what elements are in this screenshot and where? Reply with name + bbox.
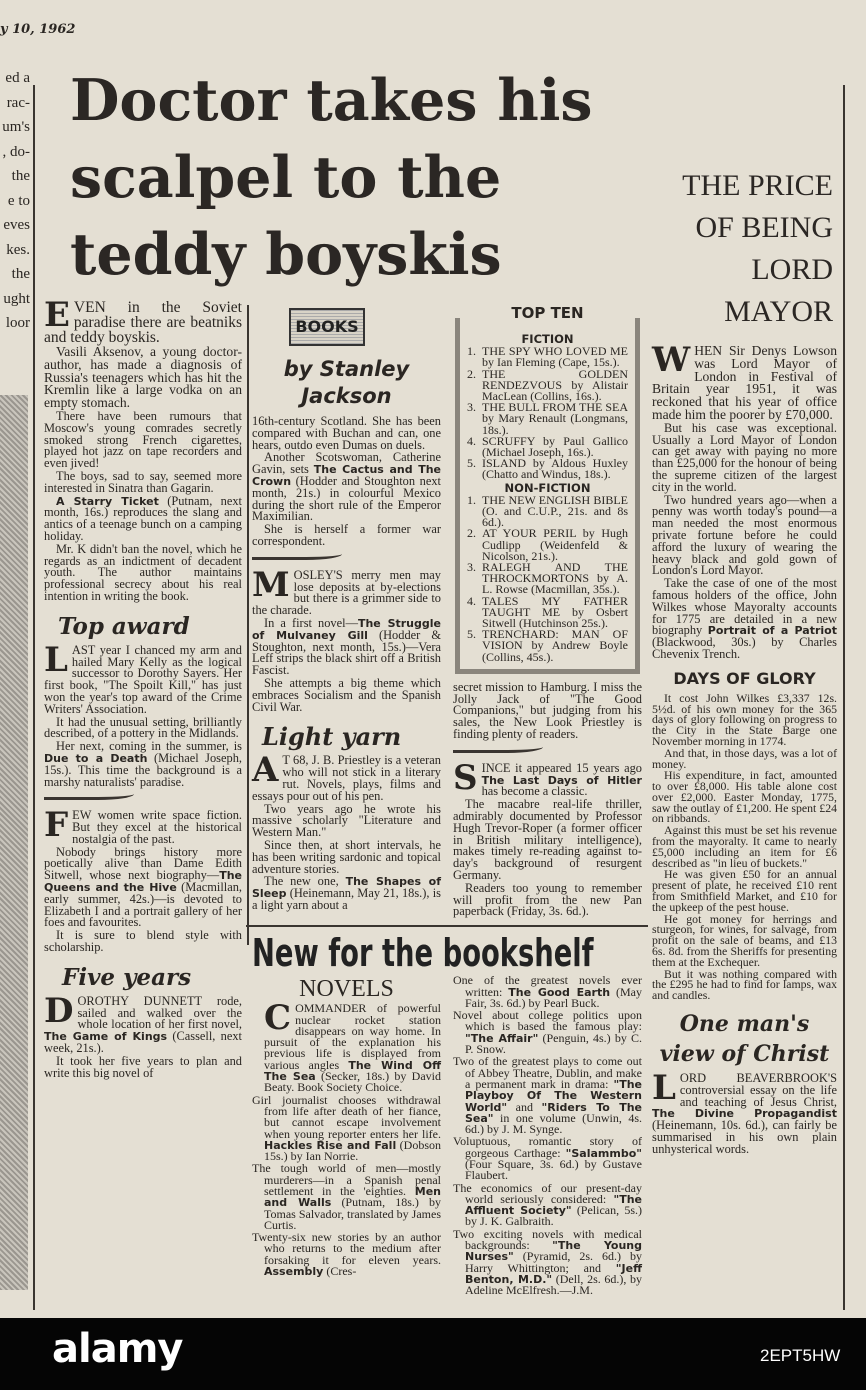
drop-cap: W: [652, 340, 691, 380]
drop-cap: E: [44, 295, 70, 335]
fragment-line: , do-: [2, 143, 30, 160]
paragraph: [252, 564, 441, 618]
text-run: There have been rumours that Moscow's young comrades secretly smoked strong French cigarettes, played hot jazz on tape recorders and even jived!: [44, 408, 242, 471]
section-heading-christ: One man's view of Christ: [659, 1011, 830, 1068]
text-run: But it was nothing compared with the £295 he had to find for lamps, wax and candles.: [652, 966, 837, 1003]
text-run: He got money for herrings and sturgeon, for wines, for salvage, from profit on the sale of beams, and £13 6s. 8d. from the Sheriffs for presenting them at the Exchequer.: [652, 911, 837, 969]
paragraph: [652, 825, 837, 868]
book-title: Portrait of a Patriot: [707, 624, 837, 638]
text-run: (Dell, 2s. 6d.), by Adeline McElfresh.—J.M.: [465, 1271, 643, 1298]
text-run: (Four Square, 3s. 6d.) by Gustave Flaubert.: [465, 1156, 642, 1183]
paragraph: [652, 911, 837, 969]
paragraph: [652, 340, 837, 422]
entry-text: RALEGH AND THE THROCKMORTONS by A. L. Rowse (Macmillan, 35s.).: [482, 560, 628, 597]
paragraph: [453, 679, 642, 742]
text-run: Her next, coming in the summer, is: [56, 739, 242, 754]
text-run: Two exciting novels with medical backgrounds:: [453, 1226, 642, 1253]
issue-date: y 10, 1962: [0, 22, 76, 37]
paragraph: [252, 998, 441, 1095]
rank: 1.: [467, 492, 476, 507]
paragraph: [252, 1232, 441, 1277]
book-title: The Good Earth: [508, 985, 611, 999]
paragraph: [252, 837, 441, 876]
top-ten-entry: [467, 528, 628, 562]
text-run: Take the case of one of the most famous holders of the office, John Wilkes whose Mayoralty accounts for 1775 are detailed in a new biography: [652, 576, 837, 638]
column-2-articles: [252, 308, 441, 919]
text-run: She is herself a former war correspondent.: [252, 522, 441, 548]
drop-cap: F: [44, 805, 69, 846]
article-days-of-glory: [652, 690, 837, 1003]
text-run: Two years ago he wrote his massive scholarly "Literature and Western Man.": [252, 801, 441, 840]
fragment-line: loor: [5, 315, 30, 331]
book-title: The Queens and the Hive: [44, 869, 242, 895]
book-title: "Jeff Benton, M.D.": [465, 1261, 642, 1286]
book-title: "The Playboy Of The Western World": [465, 1077, 642, 1114]
text-run: Another Scotswoman, Catherine Gavin, sets: [252, 450, 441, 477]
middle-region: [252, 304, 643, 1298]
text-run: VEN in the Soviet paradise there are beatniks and teddy boyskis.: [44, 299, 242, 346]
rank: 5.: [467, 627, 476, 642]
text-run: Against this must be set his revenue from the mayoralty. It came to nearly £5,000 including an item for £6 described as "in lieu of buckets.": [652, 823, 837, 870]
text-run: (Hodder and Stoughton next month, 21s.) in colourful Mexico during the short rule of the Emperor Maximilian.: [252, 473, 441, 524]
paragraph: [652, 1068, 837, 1156]
book-title: The Last Days of Hitler: [481, 773, 642, 787]
paragraph: [44, 346, 242, 410]
paragraph: [44, 541, 242, 603]
book-title: "Riders To The Sea": [465, 1100, 642, 1125]
paragraph: [652, 770, 837, 824]
entry-text: TRENCHARD: MAN OF VISION by Andrew Boyle (Collins, 45s.).: [482, 627, 628, 664]
drop-cap: M: [252, 564, 290, 605]
text-run: He was given £50 for an annual present of plate, he received £10 rent from Smithfield Market, and £10 for the upkeep of the pest house.: [652, 867, 837, 914]
text-run: His expenditure, in fact, amounted to over £8,000. His table alone cost over £2,000. Easter Monday, 1775, saw the outlay of £1,200. He spent £24 on ribbands.: [652, 768, 837, 826]
rank: 2.: [467, 526, 476, 541]
paragraph: [453, 1010, 642, 1055]
paragraph: [252, 675, 441, 714]
rank: 4.: [467, 593, 476, 608]
fiction-label: FICTION: [521, 332, 574, 346]
paragraph: [652, 690, 837, 748]
text-run: But his case was exceptional. Usually a Lord Mayor of London can get away with paying no more than £25,000 for the honour of being the supreme citizen of the largest city in the world.: [652, 420, 837, 494]
rank: 5.: [467, 456, 476, 471]
fragment-line: e to: [7, 192, 30, 209]
book-title: The Struggle of Mulvaney Gill: [252, 616, 441, 642]
image-id: 2EPT5HW: [760, 1346, 841, 1365]
right-column: [652, 340, 837, 1157]
side-headline: THE PRICE OF BEING LORD MAYOR: [682, 169, 833, 328]
section-heading-days-of-glory: DAYS OF GLORY: [673, 668, 816, 688]
text-run: (Dobson 15s.) by Ian Norrie.: [264, 1137, 441, 1164]
novels-list-right: [453, 975, 642, 1297]
byline: by Stanley Jackson: [283, 357, 410, 408]
text-run: OSLEY'S merry men may lose deposits at by-elections but there is a grimmer side to the charade.: [252, 567, 441, 618]
top-ten-entry: [467, 366, 628, 404]
paragraph: [252, 615, 441, 678]
paragraph: [453, 975, 642, 1009]
paragraph: [44, 468, 242, 495]
paragraph: [252, 876, 441, 911]
section-heading-light-yarn: Light yarn: [262, 722, 402, 752]
text-run: It cost John Wilkes £3,337 12s. 5½d. of his own money for the 365 days of glory following on progress to the City in the State Barge one November morning in 1774.: [652, 690, 837, 748]
text-run: Two hundred years ago—when a penny was worth today's pound—a man needed the most enormous private fortune before he could afford the luxury of wearing the heavy black and gold gown of London's Lord Mayor.: [652, 492, 837, 578]
text-run: In a first novel—: [264, 615, 358, 630]
rank: 3.: [467, 400, 476, 415]
paragraph: [44, 493, 242, 543]
book-title: The Shapes of Sleep: [252, 875, 441, 901]
divider-squiggle: [453, 747, 543, 753]
text-run: has become a classic.: [481, 784, 588, 799]
text-run: It is sure to blend style with scholarship.: [44, 928, 242, 955]
paragraph: [44, 805, 242, 846]
section-heading-top-award: Top award: [58, 612, 190, 640]
paragraph: [652, 966, 837, 1003]
text-run: 16th-century Scotland. She has been compared with Buchan and can, one hears, outdo even Dumas on duels.: [252, 414, 441, 452]
entry-text: THE SPY WHO LOVED ME by Ian Fleming (Cape, 15s.).: [482, 344, 628, 370]
paragraph: [453, 757, 642, 799]
paragraph: [453, 1226, 643, 1298]
text-run: The economics of our present-day world seriously considered:: [453, 1180, 642, 1206]
paragraph: [252, 1092, 441, 1164]
text-run: Since then, at short intervals, he has been writing sardonic and topical adventure stories.: [252, 837, 441, 876]
text-run: (Heinemann, 10s. 6d.), can fairly be summarised in his own plain unhysterical words.: [652, 1118, 837, 1156]
top-ten-entry: [467, 593, 628, 631]
top-ten-entry: [467, 562, 628, 596]
book-title: Men and Walls: [264, 1184, 441, 1210]
entry-text: THE BULL FROM THE SEA by Mary Renault (Longmans, 18s.).: [482, 400, 629, 437]
text-run: (Blackwood, 30s.) by Charles Chevenix Trench.: [652, 635, 837, 661]
text-run: The new one,: [264, 874, 346, 889]
text-run: (Michael Joseph, 15s.). This time the background is a marshy naturalists' paradise.: [44, 750, 242, 789]
novels-subheading: NOVELS: [299, 976, 394, 1003]
text-run: Twenty-six new stories by an author who returns to the medium after forsaking it for eleven years.: [252, 1230, 441, 1267]
text-run: (May Fair, 3s. 6d.) by Pearl Buck.: [465, 984, 642, 1010]
paragraph: [44, 714, 242, 741]
article-christ: [652, 1068, 837, 1156]
text-run: Voluptuous, romantic story of gorgeous Carthage:: [453, 1134, 642, 1160]
entry-text: THE NEW ENGLISH BIBLE (O. and C.U.P., 21s. and 8s 6d.).: [482, 492, 628, 530]
book-title: "The Affluent Society": [465, 1192, 642, 1218]
text-run: (Macmillan, early summer, 42s.)—is devoted to Elizabeth I and a portrait gallery of her foes and favourites.: [44, 880, 242, 930]
article-lord-mayor: [652, 340, 837, 661]
main-headline: Doctor takes his scalpel to the teddy boyskis: [70, 67, 593, 288]
text-run: (Secker, 18s.) by David Beaty. Book Society Choice.: [264, 1069, 441, 1095]
text-run: (Pyramid, 2s. 6d.) by Harry Whittington; and: [465, 1249, 642, 1275]
fragment-line: rac-: [6, 94, 30, 111]
column-rule: [843, 85, 845, 1310]
paragraph: [453, 880, 642, 919]
text-run: (Hodder & Stoughton, next month, 15s.)—Vera Leff strips the black shirt off a British Fascist.: [252, 627, 441, 678]
book-title: The Cactus and The Crown: [252, 463, 441, 488]
fragment-line: ught: [3, 290, 30, 307]
column-rule: [247, 305, 249, 945]
top-ten-entry: [467, 346, 628, 368]
paragraph: [44, 1053, 242, 1080]
column-rule: [33, 85, 35, 1310]
text-run: Girl journalist chooses withdrawal from life after death of her fiance, but cannot escape involvement when young reporter enters her life.: [252, 1092, 441, 1141]
top-ten-box: [455, 304, 640, 674]
fragment-line: um's: [2, 119, 30, 135]
drop-cap: A: [252, 750, 279, 791]
text-run: EW women write space fiction. But they excel at the historical nostalgia of the past.: [72, 808, 242, 846]
text-run: She attempts a big theme which embraces Socialism and the Spanish Civil War.: [252, 675, 441, 714]
paragraph: [652, 745, 837, 771]
text-run: It had the unusual setting, brilliantly described, of a pottery in the Midlands.: [44, 714, 242, 741]
text-run: secret mission to Hamburg. I miss the Jolly Jack of "The Good Companions," but judging from his sales, the New Look Priestley is finding plenty of readers.: [453, 679, 642, 742]
paragraph: [44, 639, 242, 716]
text-run: HEN Sir Denys Lowson was Lord Mayor of London in Festival of Britain year 1951, it was reckoned that his year of office made him the poorer by £70,000.: [652, 343, 837, 422]
text-run: (Putnam, 18s.) by Tomas Salvador, translated by James Curtis.: [264, 1195, 441, 1232]
text-run: Nobody brings history more poetically alive than Dame Edith Sitwell, whose next biography—: [44, 844, 242, 883]
rank: 3.: [467, 560, 476, 575]
text-run: Two of the greatest plays to come out of Abbey Theatre, Dublin, and make a permanent mark in drama:: [453, 1054, 642, 1091]
divider-squiggle: [252, 554, 342, 560]
divider-squiggle: [44, 794, 134, 800]
text-run: Vasili Aksenov, a young doctor-author, has made a diagnosis of Russia's teenagers which has hit the Kremlin like a large vodka on an empty stomach.: [44, 344, 242, 411]
book-title: A Starry Ticket: [56, 494, 159, 508]
text-run: It took her five years to plan and write this big novel of: [44, 1053, 242, 1080]
text-run: OROTHY DUNNETT rode, sailed and walked over the whole location of her first novel,: [77, 993, 242, 1032]
column-3-articles: [453, 304, 642, 919]
top-ten-entry: [467, 458, 628, 480]
section-heading-five-years: Five years: [62, 963, 192, 991]
text-run: T 68, J. B. Priestley is a veteran who will not stick in a literary rut. Novels, plays, films and essays pour out of his pen.: [252, 753, 441, 803]
paragraph: [44, 930, 242, 954]
paragraph: [252, 416, 441, 451]
entry-text: SCRUFFY by Paul Gallico (Michael Joseph, 16s.).: [482, 433, 628, 460]
paragraph: [44, 990, 242, 1056]
text-run: (Pelican, 5s.) by J. K. Galbraith.: [465, 1203, 642, 1229]
paragraph: [252, 1163, 441, 1231]
text-run: (Putnam, next month, 16s.) reproduces the slang and antics of a teenage bunch on a camping holiday.: [44, 493, 242, 543]
text-run: OMMANDER of powerful nuclear rocket station disappears on way home. In pursuit of the explanation his previous life is displayed from various angles: [264, 1001, 441, 1072]
top-ten-entry: [467, 402, 628, 436]
drop-cap: L: [652, 1068, 676, 1109]
text-run: (Cassell, next week, 21s.).: [44, 1029, 242, 1056]
paragraph: [44, 408, 242, 471]
book-title: Due to a Death: [44, 751, 148, 765]
text-run: One of the greatest novels ever written:: [453, 973, 642, 999]
drop-cap: D: [44, 990, 74, 1031]
paragraph: [44, 295, 242, 346]
rank: 1.: [467, 344, 476, 359]
fragment-line: ed a: [5, 70, 30, 86]
drop-cap: L: [44, 639, 68, 680]
top-ten-title: TOP TEN: [505, 304, 589, 322]
alamy-logo: alamy: [52, 1326, 183, 1372]
book-title: The Wind Off The Sea: [264, 1058, 441, 1084]
paragraph: [652, 578, 837, 661]
adjacent-column-fragment: [0, 66, 30, 336]
rank: 2.: [467, 366, 476, 381]
text-run: (Heinemann, May 21, 18s.), is a light yarn about a: [252, 886, 441, 912]
fragment-line: kes.: [6, 241, 30, 258]
novels-list-left: [252, 975, 441, 1297]
text-run: (Cres-: [323, 1264, 357, 1279]
text-run: INCE it appeared 15 years ago: [481, 760, 642, 775]
book-title: "The Affair": [465, 1031, 539, 1045]
paragraph: [252, 524, 441, 548]
text-run: The boys, sad to say, seemed more interested in Sinatra than Gagarin.: [44, 468, 242, 495]
paragraph: [453, 1136, 642, 1181]
drop-cap: C: [264, 998, 292, 1039]
text-run: AST year I chanced my arm and hailed Mary Kelly as the logical successor to Dorothy Sayers. Her first book, "The Spoilt Kill," has just won the year's top award of the Crime Writers' Association.: [44, 642, 242, 716]
article-soviet-teenagers: [44, 295, 242, 1080]
text-run: The tough world of men—mostly murderers—in a Spanish penal settlement in the 'eighties.: [252, 1161, 441, 1198]
paragraph: [252, 750, 441, 803]
rank: 4.: [467, 433, 476, 448]
entry-text: THE GOLDEN RENDEZVOUS by Alistair MacLean (Collins, 16s.).: [482, 366, 628, 404]
books-section-badge: BOOKS: [289, 308, 365, 346]
entry-text: ISLAND by Aldous Huxley (Chatto and Windus, 18s.).: [482, 456, 628, 482]
book-title: The Divine Propagandist: [652, 1107, 837, 1121]
fragment-line: the: [11, 266, 30, 282]
text-run: (Penguin, 4s.) by C. P. Snow.: [465, 1030, 642, 1057]
text-run: The macabre real-life thriller, admirably documented by Professor Hugh Trevor-Roper (a former officer in British military intelligence), makes timely re-reading against to-day's background of resurgent Germany.: [453, 797, 642, 883]
book-title: "The Young Nurses": [465, 1239, 642, 1264]
fragment-line: eves: [3, 217, 30, 233]
text-run: in one volume (Unwin, 4s. 6d.) by J. M. Synge.: [465, 1110, 642, 1137]
section-rule: [246, 925, 648, 927]
nonfiction-label: NON-FICTION: [504, 480, 591, 495]
paragraph: [652, 869, 837, 912]
paragraph: [252, 801, 441, 840]
paragraph: [453, 799, 642, 882]
paragraph: [453, 1056, 642, 1135]
text-run: Novel about college politics upon which is based the famous play:: [453, 1008, 642, 1034]
entry-text: TALES MY FATHER TAUGHT ME by Osbert Sitwell (Hutchinson 25s.).: [482, 593, 628, 631]
fragment-line: the: [11, 168, 30, 184]
text-run: And that, in those days, was a lot of money.: [652, 745, 837, 771]
book-title: "Salammbo": [565, 1146, 642, 1160]
text-run: ORD BEAVERBROOK'S controversial essay on the life and teaching of Jesus Christ,: [679, 1071, 837, 1109]
paragraph: [652, 492, 837, 578]
paragraph: [252, 452, 441, 523]
entry-text: AT YOUR PERIL by Hugh Cudlipp (Weidenfeld & Nicolson, 21s.).: [482, 526, 628, 563]
paragraph: [44, 844, 242, 930]
book-title: Assembly: [264, 1265, 324, 1279]
bookshelf-heading: New for the bookshelf: [252, 931, 594, 976]
adjacent-photo-fragment: [0, 395, 28, 1290]
paragraph: [652, 420, 837, 494]
text-run: and: [507, 1099, 542, 1114]
top-ten-entry: [467, 433, 628, 460]
book-title: The Game of Kings: [44, 1030, 168, 1044]
text-run: Mr. K didn't ban the novel, which he regards as an indictment of decadent youth. The author maintains professional secrecy about his real intention in writing the book.: [44, 541, 242, 603]
top-ten-entry: [467, 629, 628, 663]
text-run: Readers too young to remember will profit from the new Pan paperback (Friday, 3s. 6d.).: [453, 880, 642, 919]
top-ten-entry: [467, 492, 628, 530]
book-title: Hackles Rise and Fall: [264, 1138, 397, 1152]
paragraph: [453, 1180, 642, 1229]
drop-cap: S: [453, 757, 478, 798]
paragraph: [44, 741, 242, 788]
